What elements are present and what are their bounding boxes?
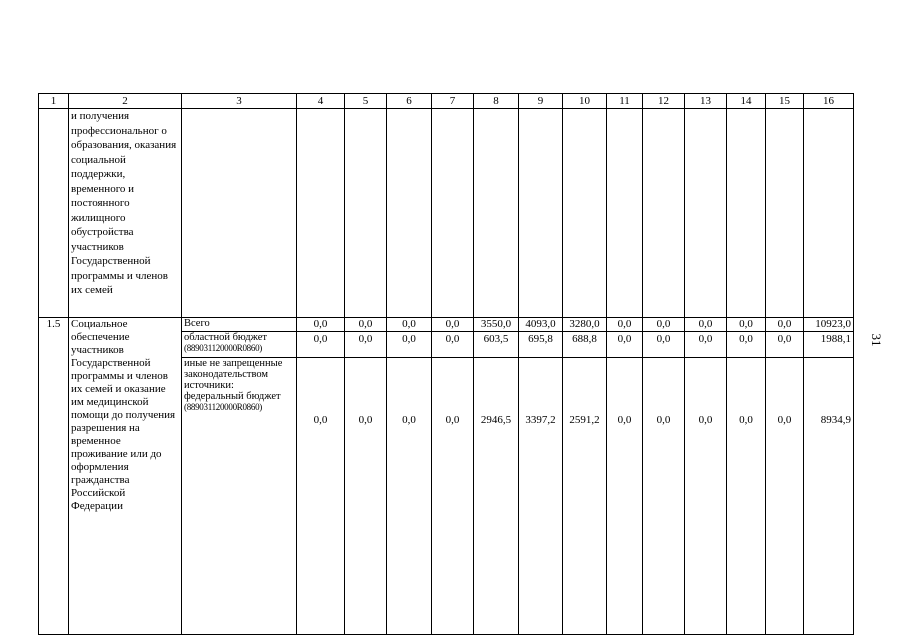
value-cell: 0,0 xyxy=(766,358,804,635)
value-cell: 2591,2 xyxy=(563,358,607,635)
source-label: иные не запрещенные законодательством источники: федеральный бюджет xyxy=(184,358,283,402)
column-number-row xyxy=(39,94,854,109)
value-cell: 0,0 xyxy=(727,358,766,635)
value-cell: 0,0 xyxy=(766,318,804,332)
value-cell: 0,0 xyxy=(297,332,345,358)
column-number-cell: 6 xyxy=(387,94,432,109)
value-cell: 1988,1 xyxy=(804,332,854,358)
value-cell: 0,0 xyxy=(685,318,727,332)
source-label-cell xyxy=(182,318,297,332)
source-label: областной бюджет xyxy=(184,332,267,343)
budget-table xyxy=(38,93,854,635)
value-cell: 0,0 xyxy=(685,358,727,635)
value-cell: 0,0 xyxy=(766,332,804,358)
value-cell: 0,0 xyxy=(387,318,432,332)
value-cell: 0,0 xyxy=(607,358,643,635)
source-label: Всего xyxy=(184,318,210,329)
source-row-total xyxy=(39,318,854,332)
row-number-cell: 1.5 xyxy=(39,318,69,635)
value-cell: 695,8 xyxy=(519,332,563,358)
value-cell: 2946,5 xyxy=(474,358,519,635)
value-cell: 3397,2 xyxy=(519,358,563,635)
column-number-cell: 1 xyxy=(39,94,69,109)
value-cell: 688,8 xyxy=(563,332,607,358)
column-number-cell: 4 xyxy=(297,94,345,109)
page-number: 31 xyxy=(869,333,884,347)
value-cell: 10923,0 xyxy=(804,318,854,332)
source-label-cell xyxy=(182,332,297,358)
column-number-cell: 3 xyxy=(182,94,297,109)
value-cell: 0,0 xyxy=(607,332,643,358)
continuation-row xyxy=(39,109,854,318)
value-cell: 0,0 xyxy=(643,318,685,332)
value-cell: 603,5 xyxy=(474,332,519,358)
value-cell: 0,0 xyxy=(643,332,685,358)
source-code: (889031120000R0860) xyxy=(184,343,262,353)
source-code: (889031120000R0860) xyxy=(184,402,262,412)
value-cell: 0,0 xyxy=(297,358,345,635)
column-number-cell: 15 xyxy=(766,94,804,109)
column-number-cell: 2 xyxy=(69,94,182,109)
continuation-name-cell: и получения профессиональног о образования, оказания социальной поддержки, временного и постоянного жилищного обустройства участников Государственной программы и членов их семей xyxy=(69,109,182,318)
value-cell: 8934,9 xyxy=(804,358,854,635)
column-number-cell: 16 xyxy=(804,94,854,109)
continuation-num-cell xyxy=(39,109,69,318)
column-number-cell: 12 xyxy=(643,94,685,109)
value-cell: 0,0 xyxy=(607,318,643,332)
row-name-cell: Социальное обеспечение участников Государственной программы и членов их семей и оказание им медицинской помощи до получения разрешения на временное проживание или до оформления гражданства Российской Федерации xyxy=(69,318,182,635)
value-cell: 0,0 xyxy=(727,332,766,358)
value-cell: 0,0 xyxy=(643,358,685,635)
value-cell: 0,0 xyxy=(432,358,474,635)
column-number-cell: 13 xyxy=(685,94,727,109)
value-cell: 0,0 xyxy=(727,318,766,332)
column-number-cell: 7 xyxy=(432,94,474,109)
column-number-cell: 10 xyxy=(563,94,607,109)
value-cell: 0,0 xyxy=(387,332,432,358)
value-cell: 3550,0 xyxy=(474,318,519,332)
value-cell: 0,0 xyxy=(432,332,474,358)
value-cell: 0,0 xyxy=(297,318,345,332)
value-cell: 0,0 xyxy=(432,318,474,332)
column-number-cell: 11 xyxy=(607,94,643,109)
value-cell: 0,0 xyxy=(685,332,727,358)
value-cell: 3280,0 xyxy=(563,318,607,332)
value-cell: 4093,0 xyxy=(519,318,563,332)
value-cell: 0,0 xyxy=(345,318,387,332)
value-cell: 0,0 xyxy=(345,332,387,358)
column-number-cell: 14 xyxy=(727,94,766,109)
column-number-cell: 9 xyxy=(519,94,563,109)
column-number-cell: 5 xyxy=(345,94,387,109)
value-cell: 0,0 xyxy=(387,358,432,635)
value-cell: 0,0 xyxy=(345,358,387,635)
column-number-cell: 8 xyxy=(474,94,519,109)
source-label-cell xyxy=(182,358,297,635)
